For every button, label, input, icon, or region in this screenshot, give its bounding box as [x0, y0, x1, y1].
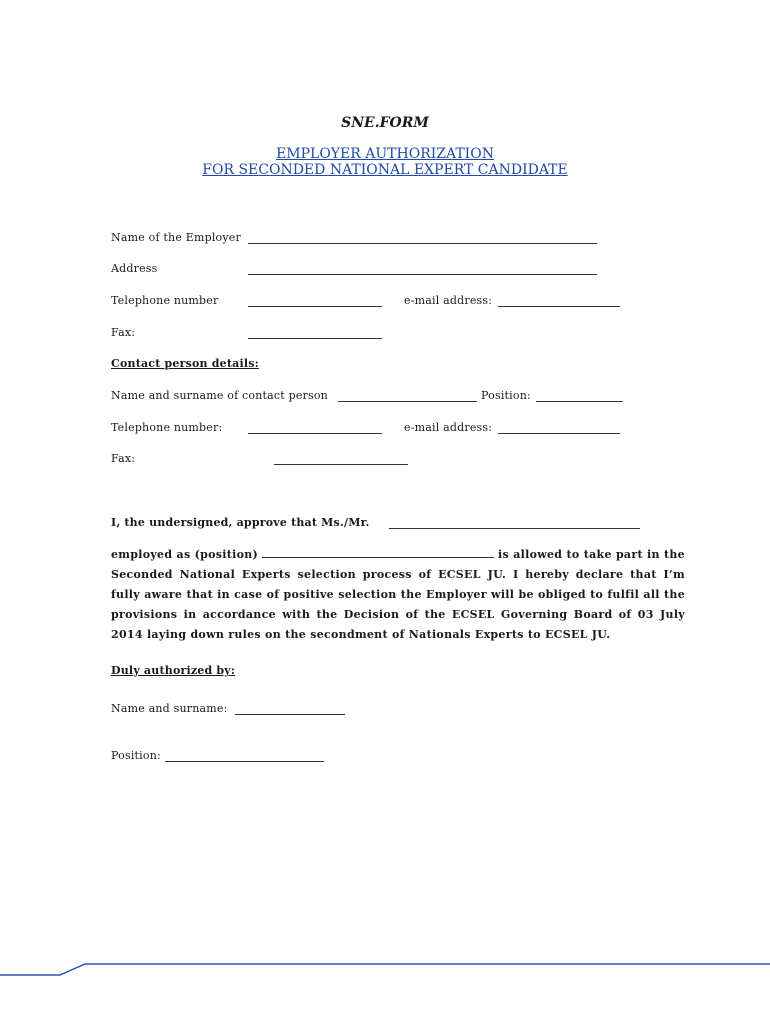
auth-position-label: Position:	[111, 749, 161, 762]
contact-name-label: Name and surname of contact person	[111, 389, 328, 402]
contact-email-field[interactable]	[498, 433, 620, 434]
employed-position-field[interactable]	[262, 547, 494, 558]
contact-telephone-label: Telephone number:	[111, 421, 223, 434]
declaration-body: is allowed to take part in the Seconded National Experts selection process of ECSEL JU. I hereby declare that I’m fully aware that in case of positive selection the Employer will be obliged to fulfil all the provisions in accordance with the Decision of the ECSEL Governing Board of 03 July 2014 laying down rules on the secondment of Nationals Experts to ECSEL JU.	[111, 548, 685, 641]
contact-position-label: Position:	[481, 389, 531, 402]
fax-label: Fax:	[111, 326, 136, 339]
title-line-1: EMPLOYER AUTHORIZATION	[276, 146, 494, 162]
auth-position-field[interactable]	[165, 761, 324, 762]
telephone-label: Telephone number	[111, 294, 219, 307]
employer-name-label: Name of the Employer	[111, 231, 241, 244]
contact-fax-field[interactable]	[274, 464, 408, 465]
employed-as-label: employed as (position)	[111, 548, 259, 561]
auth-name-label: Name and surname:	[111, 702, 228, 715]
auth-name-field[interactable]	[235, 714, 345, 715]
employer-name-field[interactable]	[248, 243, 597, 244]
contact-email-label: e-mail address:	[404, 421, 493, 434]
form-code: SNE.FORM	[341, 115, 429, 131]
approve-text: I, the undersigned, approve that Ms./Mr.	[111, 516, 370, 529]
contact-name-field[interactable]	[338, 401, 477, 402]
footer-rule	[0, 958, 770, 982]
address-label: Address	[111, 262, 158, 275]
telephone-field[interactable]	[248, 306, 382, 307]
email-field[interactable]	[498, 306, 620, 307]
candidate-name-field[interactable]	[389, 528, 640, 529]
title-line-2: FOR SECONDED NATIONAL EXPERT CANDIDATE	[202, 162, 568, 178]
address-field[interactable]	[248, 274, 597, 275]
declaration-paragraph	[111, 545, 685, 645]
contact-heading: Contact person details:	[111, 357, 259, 370]
contact-telephone-field[interactable]	[248, 433, 382, 434]
fax-field[interactable]	[248, 338, 382, 339]
authorized-heading: Duly authorized by:	[111, 664, 236, 677]
contact-fax-label: Fax:	[111, 452, 136, 465]
email-label: e-mail address:	[404, 294, 493, 307]
contact-position-field[interactable]	[536, 401, 623, 402]
